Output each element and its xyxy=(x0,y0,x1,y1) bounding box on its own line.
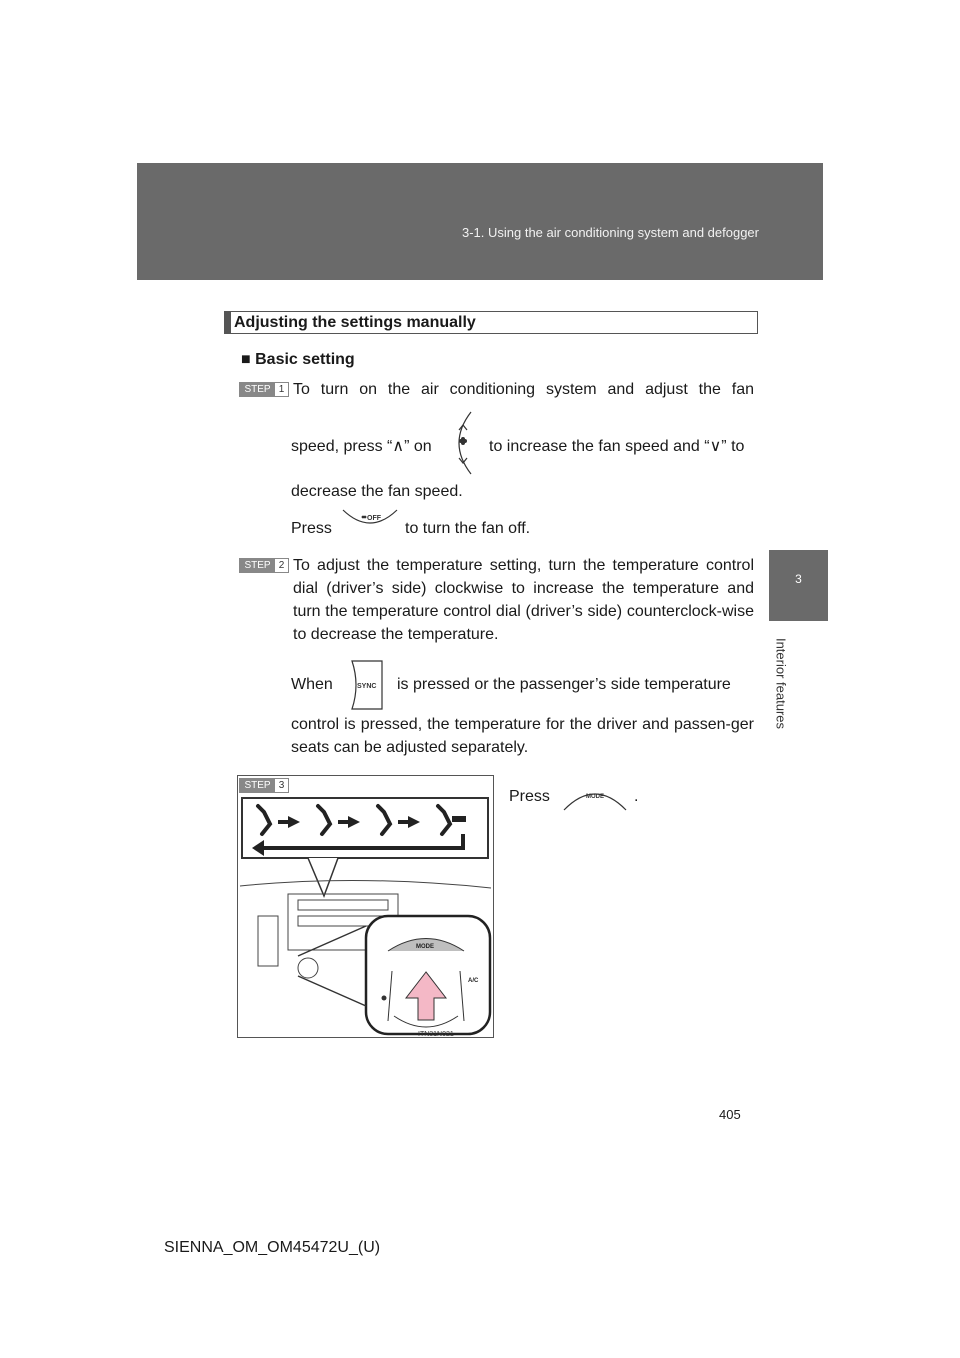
chapter-label xyxy=(766,630,796,740)
dashboard-drawing xyxy=(238,776,493,1037)
fan-off-button-icon xyxy=(341,506,399,532)
mode-button-icon xyxy=(562,782,628,812)
step-2-when-b: is pressed or the passenger’s side temperature xyxy=(397,676,731,693)
step-number: 2 xyxy=(278,560,285,571)
step-3-period: . xyxy=(634,788,639,805)
step-2-paragraph-2: control is pressed, the temperature for the driver and passen-ger seats can be adjusted separately. xyxy=(291,716,754,756)
step-2-badge xyxy=(239,558,289,573)
step-number: 1 xyxy=(278,384,285,395)
step-word: STEP xyxy=(240,383,275,396)
step-2-paragraph-1: To adjust the temperature setting, turn the temperature control dial (driver’s side) clockwise to increase the temperature and turn the temperature control dial (driver’s side) counterclock-wise to decrease the temperature. xyxy=(293,557,754,643)
mode-illustration xyxy=(237,775,494,1038)
step-1-line-2b: to increase the fan speed and “∨” to xyxy=(489,438,745,455)
step-3-press: Press xyxy=(509,788,550,805)
step-1-badge xyxy=(239,382,289,397)
chapter-number: 3 xyxy=(795,572,802,586)
fan-speed-button-icon xyxy=(445,410,481,476)
step-word: STEP xyxy=(240,559,275,572)
section-title: Adjusting the settings manually xyxy=(234,314,476,331)
page-header xyxy=(137,163,823,280)
panel-ac-label: A/C xyxy=(468,978,479,984)
subsection-title: ■ Basic setting xyxy=(241,351,355,368)
step-1-line-4b: to turn the fan off. xyxy=(405,520,531,537)
fan-off-label: OFF xyxy=(367,515,381,522)
step-2-when-a: When xyxy=(291,676,333,693)
sync-label: SYNC xyxy=(357,683,377,690)
step-1-line-1: To turn on the air conditioning system and adjust the fan xyxy=(293,381,754,398)
step-1-line-3: decrease the fan speed. xyxy=(291,483,463,500)
mode-label: MODE xyxy=(586,794,604,800)
step-number: 3 xyxy=(278,780,285,791)
chapter-label-text: Interior features xyxy=(773,637,789,730)
sync-button-icon xyxy=(348,659,384,711)
step-1-line-2a: speed, press “∧” on xyxy=(291,438,432,455)
chapter-tab xyxy=(769,550,828,621)
page-number: 405 xyxy=(719,1107,741,1122)
panel-mode-label: MODE xyxy=(416,944,434,950)
illustration-code: ITN31N021 xyxy=(418,1031,454,1037)
section-heading xyxy=(224,311,758,334)
header-section-title: 3-1. Using the air conditioning system and defogger xyxy=(461,225,759,240)
step-word: STEP xyxy=(240,779,275,792)
step-1-line-4a: Press xyxy=(291,520,332,537)
footer-doc-code: SIENNA_OM_OM45472U_(U) xyxy=(164,1239,381,1256)
